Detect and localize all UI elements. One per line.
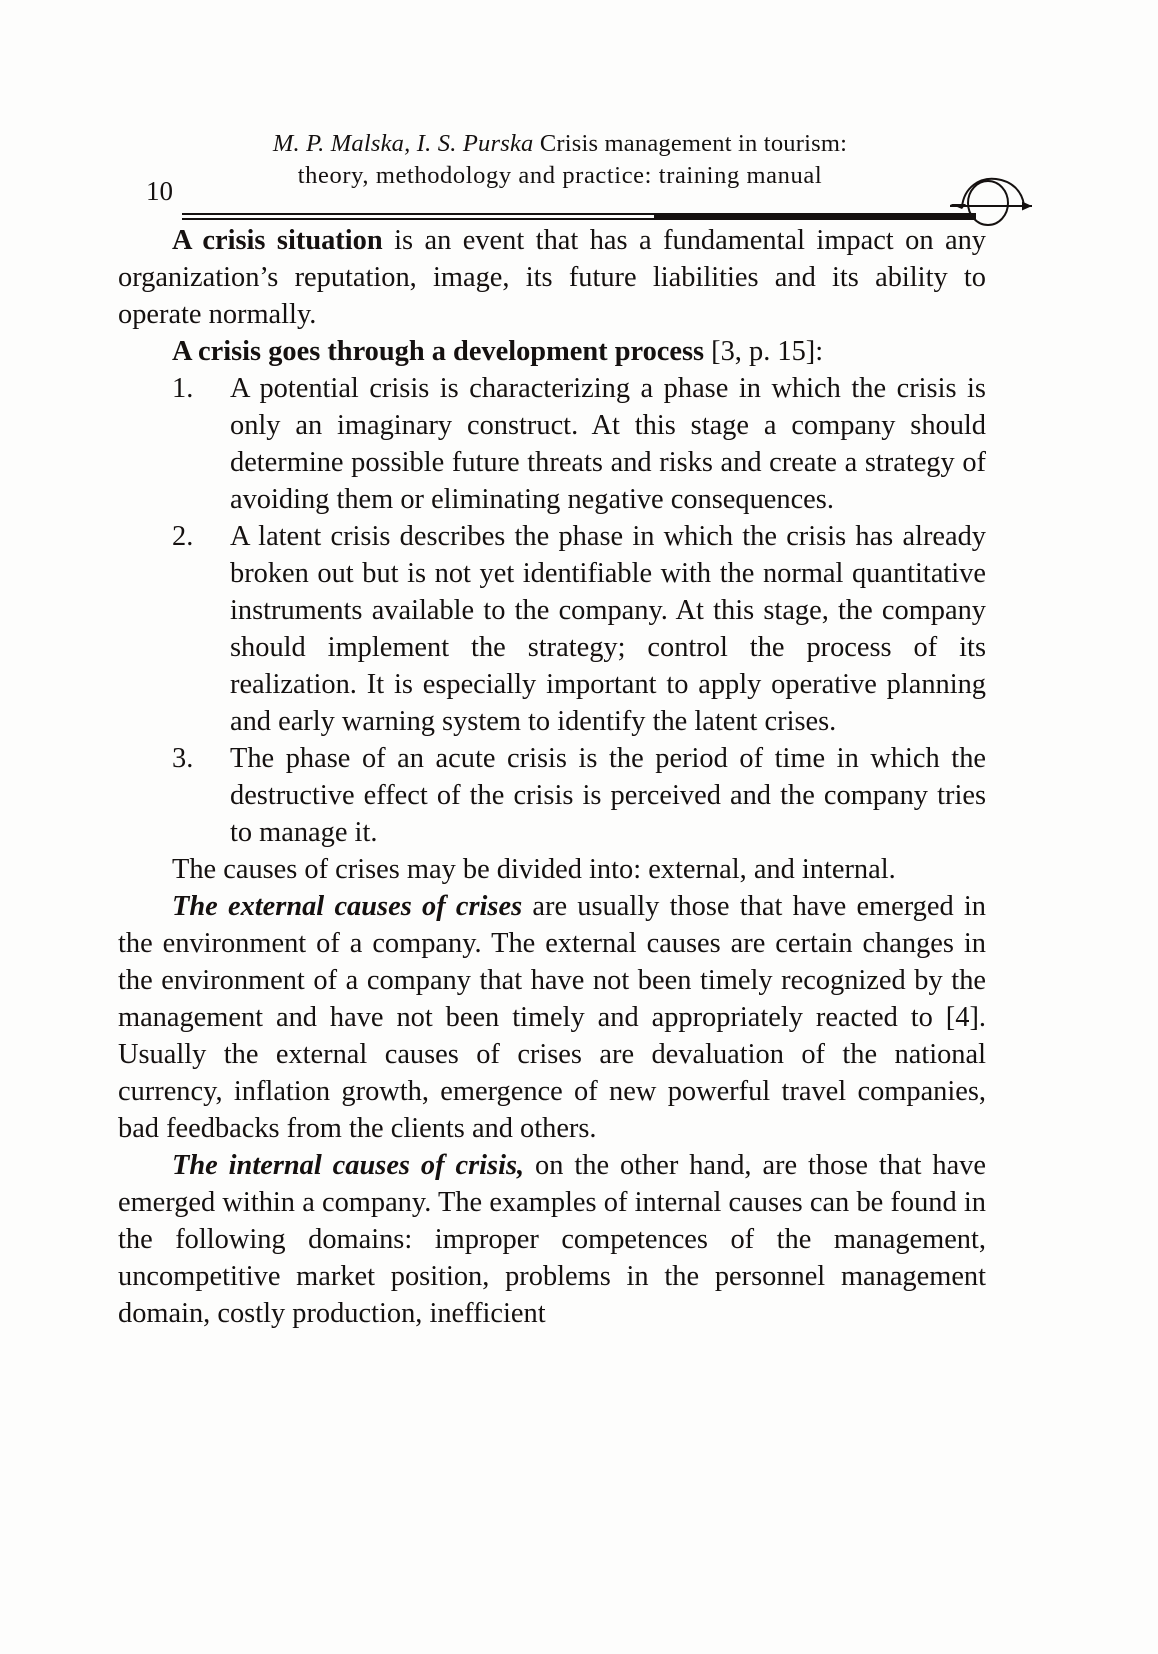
paragraph-external-causes bbox=[118, 888, 986, 1147]
text-development-process-ref: [3, p. 15]: bbox=[704, 336, 824, 367]
lead-internal-causes: The internal causes of crisis, bbox=[172, 1150, 525, 1181]
list-item-text: A potential crisis is characterizing a phase in which the crisis is only an imaginary construct. At this stage a company should determine possible future threats and risks and create a strategy of avoiding them or eliminating negative consequences. bbox=[230, 373, 986, 515]
list-item bbox=[118, 518, 986, 740]
lead-crisis-situation: A crisis situation bbox=[172, 225, 383, 256]
text-crisis-situation: is an event that has a fundamental impact on any organization’s reputation, image, its future liabilities and its ability to operate normally. bbox=[118, 225, 986, 330]
paragraph-development-process bbox=[118, 333, 986, 370]
page-number: 10 bbox=[146, 176, 173, 206]
page-body bbox=[118, 222, 986, 1332]
running-header bbox=[0, 128, 1158, 220]
header-ornament-rule bbox=[182, 185, 1040, 219]
text-external-causes: are usually those that have emerged in the environment of a company. The external causes are certain changes in the environment of a company that have not been timely recognized by the management and have not been timely and appropriately reacted to [4]. Usually the external causes of crises are devaluation of the national currency, inflation growth, emergence of new powerful travel companies, bad feedbacks from the clients and others. bbox=[118, 891, 987, 1144]
list-item bbox=[118, 370, 986, 518]
list-item-marker: 3. bbox=[172, 743, 194, 774]
list-item bbox=[118, 740, 986, 851]
paragraph-crisis-situation bbox=[118, 222, 986, 333]
list-item-marker: 1. bbox=[172, 373, 194, 404]
list-item-text: A latent crisis describes the phase in which the crisis has already broken out but is not yet identifiable with the normal quantitative instruments available to the company. At this stage, the company should implement the strategy; control the process of its realization. It is especially important to apply operative planning and early warning system to identify the latent crises. bbox=[230, 521, 986, 737]
ornament-rule-thick bbox=[654, 214, 976, 218]
lead-external-causes: The external causes of crises bbox=[172, 891, 523, 922]
lead-development-process: A crisis goes through a development process bbox=[172, 336, 705, 367]
crisis-phases-list bbox=[118, 370, 986, 851]
list-item-text: The phase of an acute crisis is the period of time in which the destructive effect of the crisis is perceived and the company tries to manage it. bbox=[230, 743, 986, 848]
header-title-line1: Crisis management in tourism: bbox=[539, 130, 848, 157]
header-title bbox=[210, 128, 910, 192]
paragraph-causes-divided: The causes of crises may be divided into: external, and internal. bbox=[172, 854, 896, 885]
paragraph-internal-causes bbox=[118, 1147, 986, 1332]
list-item-marker: 2. bbox=[172, 521, 194, 552]
header-authors: M. P. Malska, I. S. Purska bbox=[272, 130, 534, 157]
header-title-line2: theory, methodology and practice: training manual bbox=[297, 162, 823, 189]
text-internal-causes: on the other hand, are those that have emerged within a company. The examples of internal causes can be found in the following domains: improper competences of the management, uncompetitive market position, problems in the personnel management domain, costly production, inefficient bbox=[118, 1150, 987, 1329]
